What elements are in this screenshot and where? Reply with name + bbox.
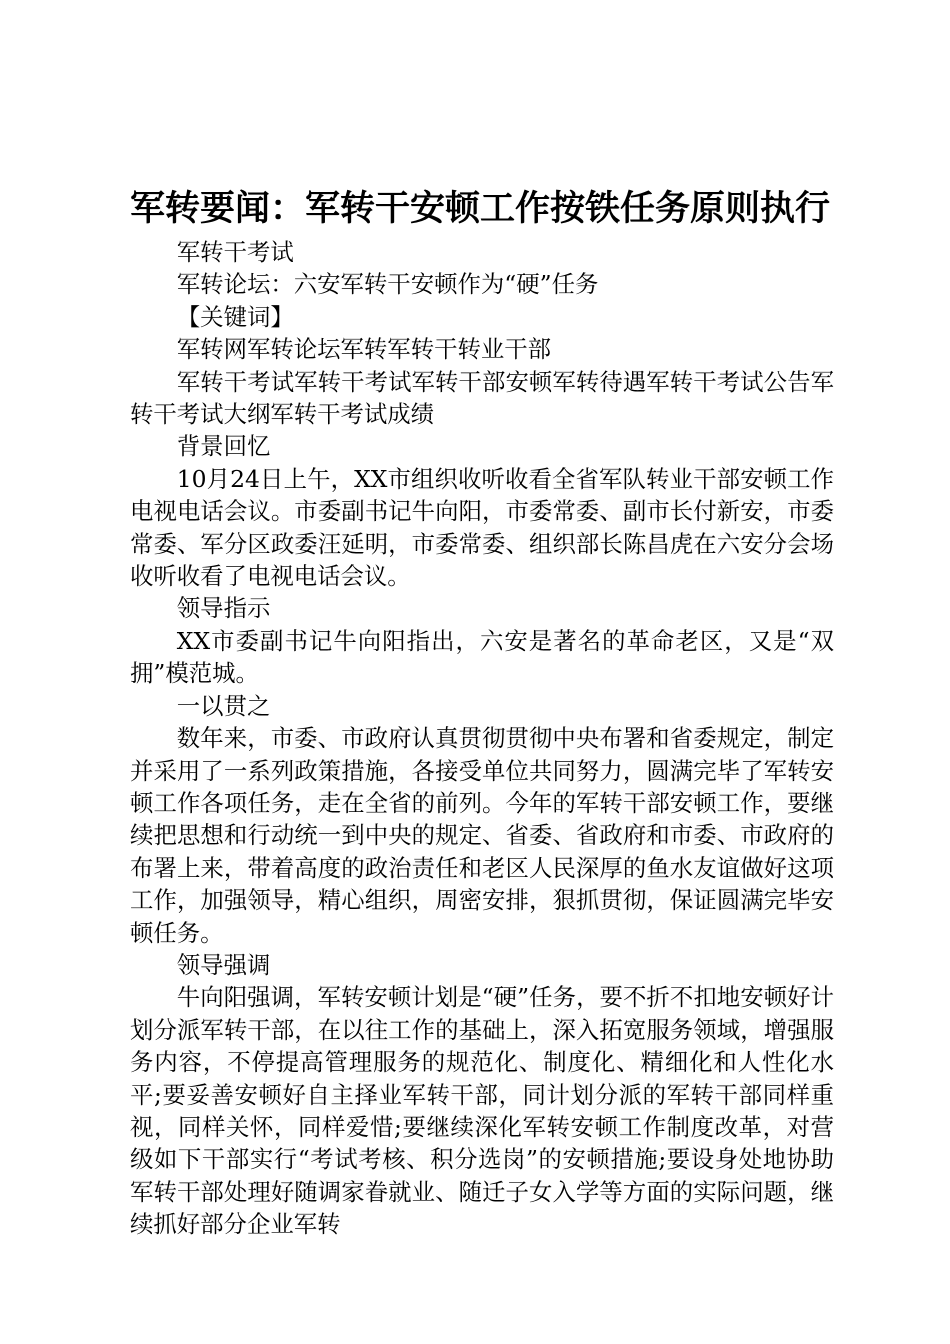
paragraph: XX市委副书记牛向阳指出，六安是著名的革命老区，又是“双拥”模范城。: [130, 626, 834, 688]
paragraph: 军转网军转论坛军转军转干转业干部: [176, 335, 552, 364]
paragraph: 军转干考试: [176, 238, 294, 266]
paragraph: 军转干考试军转干考试军转干部安顿军转待遇军转干考试公告军转干考试大纲军转干考试成绩: [130, 367, 834, 429]
document-title: 军转要闻：军转干安顿工作按铁任务原则执行: [130, 188, 831, 229]
paragraph: 【关键词】: [176, 302, 294, 331]
paragraph: 领导指示: [176, 594, 271, 623]
paragraph: 牛向阳强调，军转安顿计划是“硬”任务，要不折不扣地安顿好计划分派军转干部，在以往工作的基础上，深入拓宽服务领域，增强服务内容，不停提高管理服务的规范化、制度化、精细化和人性化水平;要妥善安顿好自主择业军转干部，同计划分派的军转干部同样重视，同样关怀，同样爱惜;要继续深化军转安顿工作制度改革，对营级如下干部实行“考试考核、积分选岗”的安顿措施;要设身处地协助军转干部处理好随调家眷就业、随迁子女入学等方面的实际问题，继续抓好部分企业军转: [130, 983, 834, 1239]
paragraph: 一以贯之: [176, 691, 271, 720]
paragraph: 背景回忆: [176, 432, 271, 461]
document-body: [130, 236, 834, 1241]
paragraph: 领导强调: [176, 950, 271, 979]
paragraph: 10月24日上午，XX市组织收听收看全省军队转业干部安顿工作电视电话会议。市委副书记牛向阳，市委常委、副市长付新安，市委常委、军分区政委汪延明，市委常委、组织部长陈昌虎在六安分会场收听收看了电视电话会议。: [130, 464, 834, 591]
paragraph: 数年来，市委、市政府认真贯彻贯彻中央布署和省委规定，制定并采用了一系列政策措施，各接受单位共同努力，圆满完毕了军转安顿工作各项任务，走在全省的前列。今年的军转干部安顿工作，要继续把思想和行动统一到中央的规定、省委、省政府和市委、市政府的布署上来，带着高度的政治责任和老区人民深厚的鱼水友谊做好这项工作，加强领导，精心组织，周密安排，狠抓贯彻，保证圆满完毕安顿任务。: [130, 724, 834, 947]
paragraph: 军转论坛：六安军转干安顿作为“硬”任务: [176, 270, 599, 299]
